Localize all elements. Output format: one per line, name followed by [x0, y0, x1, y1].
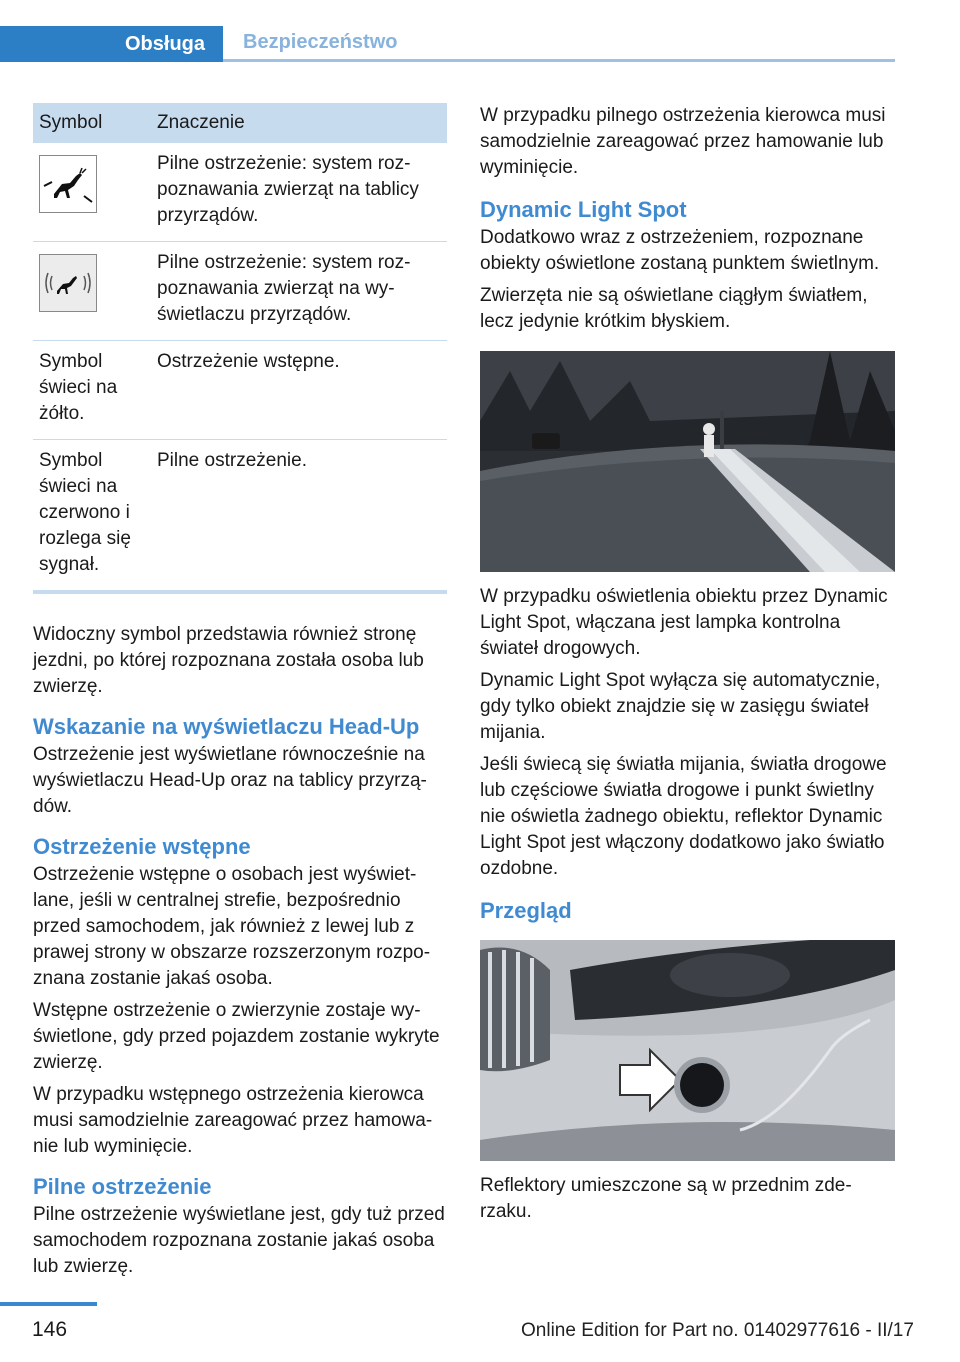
paragraph: Dodatkowo wraz z ostrzeżeniem, rozpoznane obiekty oświetlone zostaną punktem świetlnym. — [480, 227, 880, 274]
col-symbol-header: Symbol — [33, 103, 151, 143]
meaning-cell: Pilne ostrzeżenie: system rozpoznawania zwierząt na tablicy przyrządów. — [151, 143, 447, 242]
paragraph: Dynamic Light Spot wyłącza się automatycznie, gdy tylko obiekt znajdzie się w zasięgu świateł mijania. — [480, 670, 881, 743]
paragraph: W przypadku wstępnego ostrzeżenia kierowca musi samodzielnie zareagować przez hamowanie lub wyminięcie. — [33, 1084, 433, 1157]
paragraph: Ostrzeżenie wstępne o osobach jest wyświetlane, jeśli w centralnej strefie, bezpośrednio przed samochodem, jak również z lewej lub z prawej strony w obszarze rozszerzonym rozpoznana zostanie jakaś osoba. — [33, 864, 431, 989]
headlight-bumper-photo — [480, 940, 895, 1161]
symbol-table — [33, 103, 447, 594]
table-row — [33, 143, 447, 242]
paragraph: Reflektory umieszczone są w przednim zderzaku. — [480, 1175, 852, 1222]
table-row — [33, 440, 447, 593]
heading-dynamic-light-spot: Dynamic Light Spot — [480, 197, 687, 222]
paragraph: W przypadku oświetlenia obiektu przez Dynamic Light Spot, włączana jest lampka kontrolna świateł drogowych. — [480, 586, 888, 659]
left-column — [33, 103, 447, 1280]
header-tabs — [0, 26, 895, 62]
symbol-cell: Symbol świeci na czerwono i rozlega się sygnał. — [33, 440, 151, 593]
meaning-cell: Pilne ostrzeżenie. — [151, 440, 447, 593]
table-row — [33, 341, 447, 440]
paragraph: Pilne ostrzeżenie wyświetlane jest, gdy tuż przed samochodem rozpoznana zostanie jakaś osoba lub zwierzę. — [33, 1204, 445, 1277]
paragraph: W przypadku pilnego ostrzeżenia kierowca musi samodzielnie zareagować przez hamowanie lub wyminięcie. — [480, 105, 886, 178]
col-meaning-header: Znaczenie — [151, 103, 447, 143]
heading-urgent-warning: Pilne ostrzeżenie — [33, 1174, 212, 1199]
paragraph: Ostrzeżenie jest wyświetlane równocześnie na wyświetlaczu Head-Up oraz na tablicy przyrządów. — [33, 744, 427, 817]
heading-pre-warning: Ostrzeżenie wstępne — [33, 834, 251, 859]
meaning-cell: Ostrzeżenie wstępne. — [151, 341, 447, 440]
heading-headup: Wskazanie na wyświetlaczu Head-Up — [33, 714, 420, 739]
right-column — [480, 103, 896, 1225]
tab-obsluga[interactable]: Obsługa — [0, 26, 223, 62]
symbol-cell: Symbol świeci na żółto. — [33, 341, 151, 440]
footer-divider — [0, 1302, 97, 1306]
heading-overview: Przegląd — [480, 898, 572, 923]
deer-warning-icon — [39, 155, 97, 213]
paragraph: Widoczny symbol przedstawia również stronę jezdni, po której rozpoznana została osoba lub zwierzę. — [33, 624, 424, 697]
night-road-photo — [480, 351, 895, 572]
page-number: 146 — [32, 1318, 68, 1341]
paragraph: Jeśli świecą się światła mijania, światła drogowe lub częściowe światła drogowe i punkt świetlny nie oświetla żadnego obiektu, reflektor Dynamic Light Spot jest włączony dodatkowo jako światło ozdobne. — [480, 754, 887, 879]
symbol-cell — [33, 242, 151, 341]
tab-bezpieczenstwo[interactable]: Bezpieczeństwo — [223, 26, 895, 62]
paragraph: Zwierzęta nie są oświetlane ciągłym światłem, lecz jedynie krótkim błyskiem. — [480, 285, 868, 332]
table-row — [33, 242, 447, 341]
edition-note: Online Edition for Part no. 01402977616 - II/17 — [521, 1320, 914, 1341]
meaning-cell: Pilne ostrzeżenie: system rozpoznawania zwierząt na wyświetlaczu przyrządów. — [151, 242, 447, 341]
paragraph: Wstępne ostrzeżenie o zwierzynie zostaje wyświetlone, gdy przed pojazdem zostanie wykryte zwierzę. — [33, 1000, 440, 1073]
symbol-cell — [33, 143, 151, 242]
deer-display-icon — [39, 254, 97, 312]
